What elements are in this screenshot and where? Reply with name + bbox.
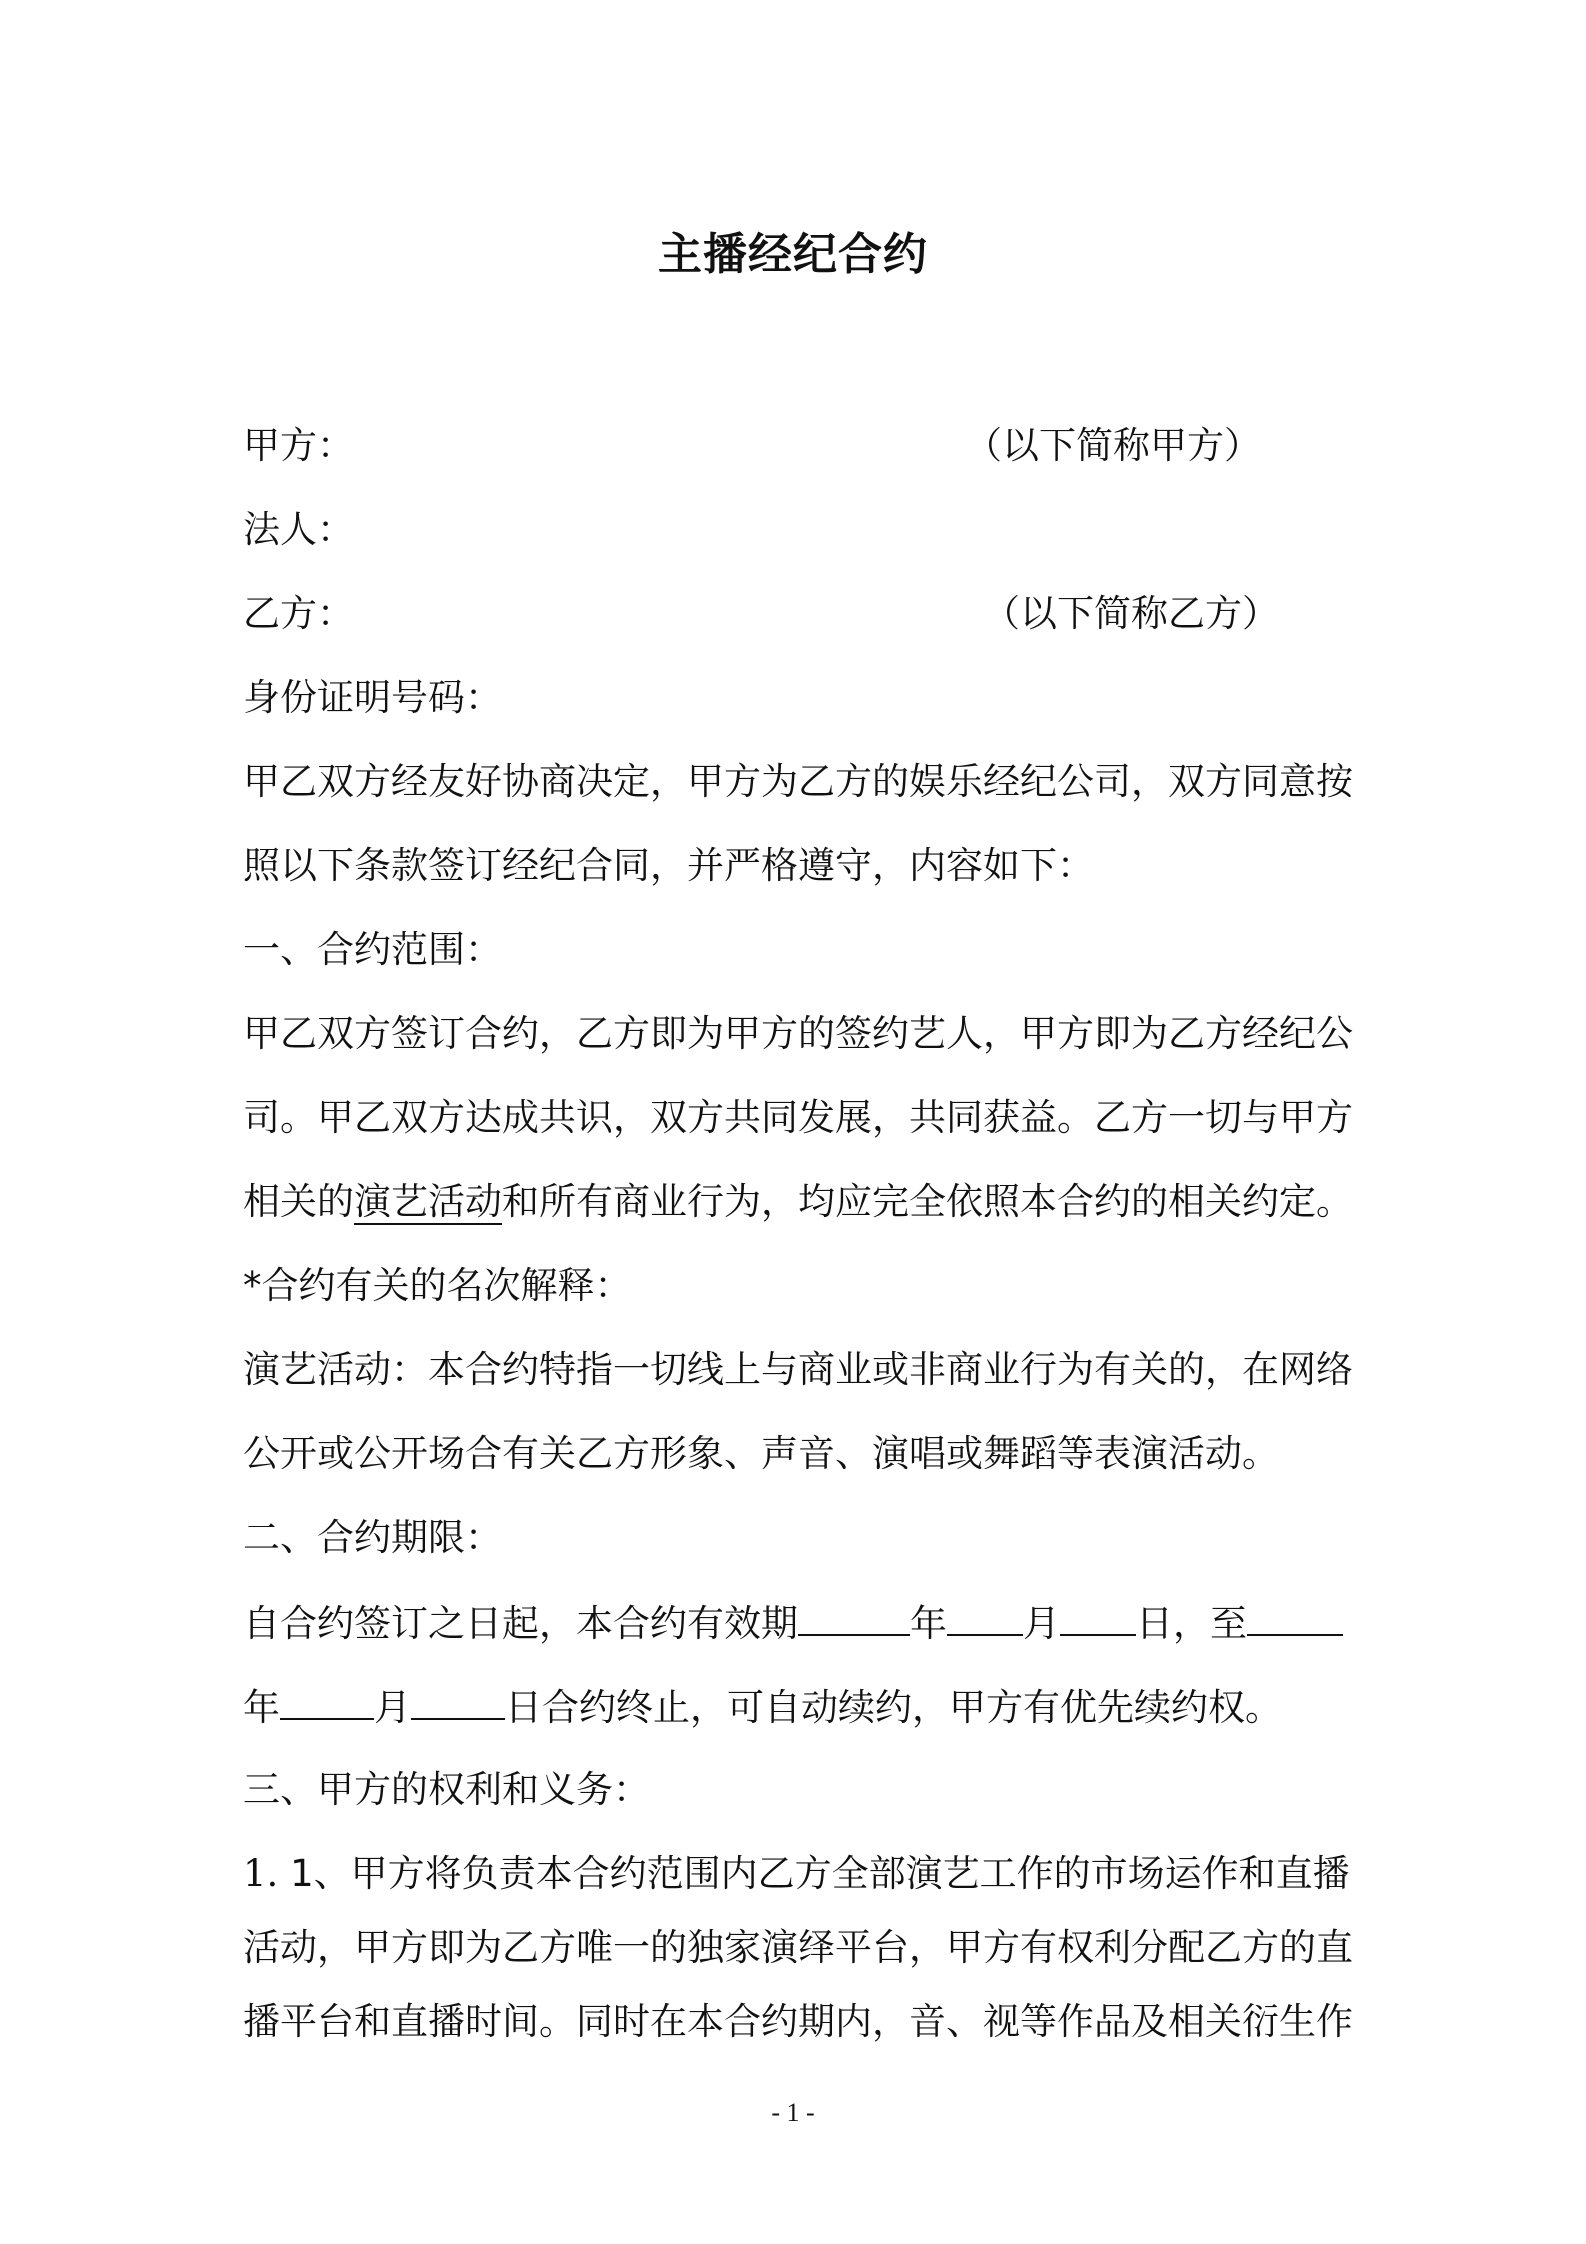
section-1-line-3-end: 和所有商业行为，均应完全依照本合约的相关约定。 [502, 1180, 1353, 1223]
term-line-2-text: 日合约终止，可自动续约，甲方有优先续约权。 [505, 1686, 1282, 1729]
intro-line-1: 甲乙双方经友好协商决定，甲方为乙方的娱乐经纪公司，双方同意按 [243, 760, 1353, 803]
section-1-line-3-start: 相关的 [243, 1180, 354, 1223]
page-number: - 1 - [771, 2098, 815, 2127]
section-3-item-1-text: 1、甲方将负责本合约范围内乙方全部演艺工作的市场运作和直播 [278, 1852, 1350, 1895]
intro-line-2: 照以下条款签订经纪合同，并严格遵守，内容如下： [243, 844, 1094, 887]
item-number: 1. [243, 1852, 279, 1895]
party-b-note: （以下简称乙方） [983, 592, 1279, 635]
party-b-label: 乙方： [243, 592, 354, 635]
term-line-1 [243, 1600, 1355, 1646]
page-title: 主播经纪合约 [658, 229, 928, 280]
legal-person-label: 法人： [243, 508, 354, 551]
id-number-label: 身份证明号码： [243, 676, 502, 719]
start-day-unit: 日，至 [1136, 1602, 1247, 1645]
section-1-line-2: 司。甲乙双方达成共识，双方共同发展，共同获益。乙方一切与甲方 [243, 1096, 1353, 1139]
definitions-heading: *合约有关的名次解释： [243, 1264, 632, 1307]
section-3-item-1-line-2: 活动，甲方即为乙方唯一的独家演绎平台，甲方有权利分配乙方的直 [243, 1926, 1353, 1969]
end-month-unit: 月 [374, 1686, 411, 1729]
term-performing-activities: 演艺活动 [354, 1180, 502, 1223]
definition-line-1: 演艺活动：本合约特指一切线上与商业或非商业行为有关的，在网络 [243, 1348, 1353, 1391]
end-year-blank[interactable] [1247, 1600, 1343, 1636]
start-month-blank[interactable] [947, 1600, 1023, 1636]
section-3-item-1-line-1 [243, 1852, 1355, 1896]
section-1-heading: 一、合约范围： [243, 928, 502, 971]
term-line-1-text: 自合约签订之日起，本合约有效期 [243, 1602, 798, 1645]
section-3-heading: 三、甲方的权利和义务： [243, 1768, 650, 1811]
section-1-line-3 [243, 1180, 1355, 1224]
start-month-unit: 月 [1023, 1602, 1060, 1645]
party-a-label: 甲方： [243, 424, 354, 467]
start-year-unit: 年 [910, 1602, 947, 1645]
section-1-line-1: 甲乙双方签订合约，乙方即为甲方的签约艺人，甲方即为乙方经纪公 [243, 1012, 1353, 1055]
end-month-blank[interactable] [280, 1684, 374, 1720]
start-day-blank[interactable] [1060, 1600, 1136, 1636]
section-3-item-1-line-3: 播平台和直播时间。同时在本合约期内，音、视等作品及相关衍生作 [243, 2000, 1353, 2043]
party-a-note: （以下简称甲方） [965, 424, 1261, 467]
end-day-blank[interactable] [411, 1684, 505, 1720]
definition-line-2: 公开或公开场合有关乙方形象、声音、演唱或舞蹈等表演活动。 [243, 1432, 1279, 1475]
term-line-2 [243, 1684, 1355, 1730]
section-2-heading: 二、合约期限： [243, 1516, 502, 1559]
start-year-blank[interactable] [798, 1600, 910, 1636]
end-year-unit: 年 [243, 1686, 280, 1729]
